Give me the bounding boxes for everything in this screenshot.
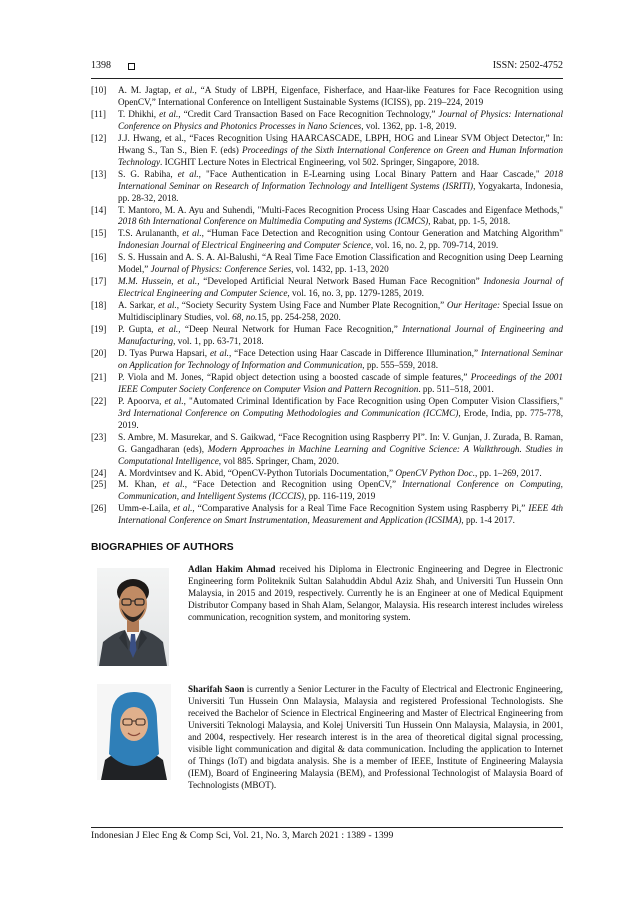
reference-text: T. Mantoro, M. A. Ayu and Suhendi, "Multi-Faces Recognition Process Using Haar Cascades and Eigenface Methods," bbox=[118, 204, 563, 215]
reference-number: [24] bbox=[91, 467, 107, 478]
reference-item bbox=[91, 468, 563, 480]
reference-text: et al. bbox=[182, 228, 202, 239]
reference-number: [10] bbox=[91, 85, 107, 95]
reference-text: S. Ambre, M. Masurekar, and S. Gaikwad, “Face Recognition using Raspberry PI”. In: V. Gunjan, J. Zurada, B. Raman, G. Gangadharan (eds), bbox=[118, 431, 563, 454]
author-photo-sharifah bbox=[97, 684, 171, 780]
page-footer: Indonesian J Elec Eng & Comp Sci, Vol. 21, No. 3, March 2021 : 1389 - 1399 bbox=[91, 830, 394, 841]
reference-text: 3rd International Conference on Computing Methodologies and Communication (ICCMC) bbox=[118, 407, 459, 418]
author-name: Sharifah Saon bbox=[188, 684, 245, 694]
reference-text: “Developed Artificial Neural Network Based Human Face Recognition” bbox=[203, 276, 484, 287]
author-bio-adlan bbox=[188, 564, 563, 624]
reference-text: , “Comparative Analysis for a Real Time Face Recognition System using Raspberry Pi,” bbox=[192, 503, 529, 514]
reference-text: "Face Authentication in E-Learning using Local Binary Pattern and Haar Cascade," bbox=[200, 168, 545, 179]
reference-text: , “Human Face Detection and Recognition using Contour Generation and Matching Algorithm" bbox=[201, 228, 563, 239]
reference-text: et al., bbox=[159, 108, 181, 119]
reference-text: et al., bbox=[174, 85, 197, 95]
reference-text: A. M. Jagtap, bbox=[118, 85, 175, 95]
reference-item bbox=[91, 85, 563, 109]
reference-text: Journal of Physics: International Conference on Physics and Photonics Processes in Nano Sciences bbox=[118, 108, 563, 131]
reference-text: . ICGHIT Lecture Notes in Electrical Engineering, vol 502. Springer, Singapore, 2018. bbox=[160, 156, 480, 167]
reference-text: OpenCV Python Doc. bbox=[395, 467, 476, 478]
reference-number: [21] bbox=[91, 371, 107, 382]
reference-text: Our Heritage: bbox=[446, 300, 501, 311]
author-photo-adlan bbox=[97, 568, 169, 666]
reference-number: [14] bbox=[91, 204, 107, 215]
reference-text: Indonesian Journal of Electrical Engineering and Computer Science bbox=[118, 240, 371, 251]
reference-text: S. S. Hussain and A. S. A. Al-Balushi, “A Real Time Face Emotion Classification and Recognition using Deep Learning Model,” bbox=[118, 252, 563, 275]
reference-text: , vol. 16, no. 3, pp. 1279-1285, 2019. bbox=[287, 288, 424, 299]
reference-text: , vol. 1432, pp. 1-13, 2020 bbox=[291, 264, 389, 275]
reference-text: A. Sarkar, bbox=[118, 300, 159, 311]
reference-number: [25] bbox=[91, 479, 107, 490]
reference-item bbox=[91, 228, 563, 252]
reference-text: IEEE 4th International Conference on Smart Instrumentation, Measurement and Application (ICSIMA) bbox=[118, 503, 563, 526]
reference-text: Proceedings of the Sixth International Conference on Green and Human Information Technology bbox=[118, 144, 563, 167]
reference-text: , pp. 555–559, 2018. bbox=[362, 359, 439, 370]
author-bio-text: is currently a Senior Lecturer in the Faculty of Electrical and Electronic Engineering, Universiti Tun Hussein Onn Malaysia, Malaysia and registered Professional Technologists. She received the Bachelor of Science in Electrical Engineering and Master of Electrical Engineering from Universiti Teknologi Malaysia, and Kolej Universiti Tun Hussein Onn Malaysia, Malaysia, in 2001, and 2004, respectively. Her research interest is in the area of theoretical digital signal processing, visible light communication and digital & data communication. Including the application to Internet of Things (IoT) and bigdata analysis. She is a member of IEEE, Institute of Engineering Malaysia (IEM), Board of Engineering Malaysia (BEM), and Professional Technologist of Malaysia Board of Technologists (MBOT). bbox=[188, 684, 563, 790]
reference-number: [15] bbox=[91, 228, 107, 239]
reference-text: et al. bbox=[162, 479, 185, 490]
reference-text: T. Dhikhi, bbox=[118, 108, 160, 119]
reference-number: [16] bbox=[91, 252, 107, 263]
reference-text: S. G. Rabiha, bbox=[118, 168, 178, 179]
reference-number: [18] bbox=[91, 300, 107, 311]
issn-label: ISSN: 2502-4752 bbox=[492, 60, 563, 71]
reference-text: , vol 885. Springer, Cham, 2020. bbox=[218, 455, 339, 466]
checkbox-square-icon bbox=[128, 63, 135, 70]
reference-text: . pp. 511–518, 2001. bbox=[418, 383, 494, 394]
reference-number: [13] bbox=[91, 168, 107, 179]
author-bio-sharifah bbox=[188, 684, 563, 792]
reference-text: A. Mordvintsev and K. Abid, “OpenCV-Python Tutorials Documentation,” bbox=[118, 467, 396, 478]
reference-text: et al., bbox=[177, 168, 201, 179]
author-bio-text: received his Diploma in Electronic Engineering and Degree in Electronic Engineering form Politeknik Sultan Salahuddin Abdul Aziz Shah, and Universiti Tun Hussein Onn Malaysia, in 2015 and 2019, respectively. Currently he is an Engineer at one of Medical Equipment Distributor Company based in Shah Alam, Selangor, Malaysia. His research interest includes wireless communication, recognition system, and monitoring system. bbox=[188, 564, 563, 622]
reference-text: , vol. 1362, pp. 1-8, 2019. bbox=[361, 120, 457, 131]
reference-item bbox=[91, 324, 563, 348]
reference-text: J.J. Hwang, et al., “Faces Recognition Using HAARCASCADE, LBPH, HOG and Linear SVM Object Detector,” In: Hwang S., Tan S., Bien F. (eds) bbox=[118, 132, 563, 155]
reference-text: , vol. 16, no. 2, pp. 709-714, 2019. bbox=[370, 240, 499, 251]
reference-item bbox=[91, 109, 563, 133]
reference-item bbox=[91, 276, 563, 300]
reference-text: et al., bbox=[157, 324, 181, 335]
reference-text: , pp. 1–269, 2017. bbox=[475, 467, 542, 478]
reference-text: , pp. 1-4 2017. bbox=[461, 515, 515, 526]
page-header bbox=[91, 60, 563, 76]
reference-text: 2018 6th International Conference on Multimedia Computing and Systems (ICMCS) bbox=[118, 216, 429, 227]
reference-number: [19] bbox=[91, 324, 107, 335]
reference-text: Special Issue on Multidisciplinary Studies, vol. bbox=[118, 300, 563, 323]
reference-item bbox=[91, 432, 563, 468]
footer-divider bbox=[91, 827, 563, 828]
reference-text: et al. bbox=[209, 347, 229, 358]
reference-text: , "Automated Criminal Identification by Face Recognition using Open Computer Vision Classifiers," bbox=[183, 395, 564, 406]
reference-text: et al. bbox=[173, 503, 193, 514]
reference-text: et al. bbox=[158, 300, 177, 311]
reference-text: Modern Approaches in Machine Learning and Cognitive Science: A Walkthrough. Studies in Computational Intelligence bbox=[118, 443, 563, 466]
reference-item bbox=[91, 300, 563, 324]
reference-item bbox=[91, 348, 563, 372]
reference-text: Proceedings of the 2001 IEEE Computer Society Conference on Computer Vision and Pattern Recognition bbox=[118, 371, 563, 394]
reference-text: “A Study of LBPH, Eigenface, Fisherface, and Haar-like Features for Face Recognition using OpenCV,” International Conference on Intelligent Sustainable Systems (ICISS), pp. 219–224, 2019 bbox=[118, 85, 563, 107]
reference-text: International Conference on Computing, Communication, and Intelligent Systems (ICCCIS) bbox=[118, 479, 563, 502]
reference-item bbox=[91, 133, 563, 169]
reference-text: , Yogyakarta, Indonesia, pp. 28-32, 2018. bbox=[118, 180, 563, 203]
reference-text: et al. bbox=[164, 395, 184, 406]
reference-number: [11] bbox=[91, 108, 106, 119]
reference-text: T.S. Arulananth, bbox=[118, 228, 183, 239]
reference-text: , Rabat, pp. 1-5, 2018. bbox=[428, 216, 511, 227]
reference-text: Indonesia Journal of Electrical Engineering and Computer Science bbox=[118, 276, 564, 299]
reference-item bbox=[91, 396, 563, 432]
reference-text: D. Tyas Purwa Hapsari, bbox=[118, 347, 210, 358]
reference-text: , “Face Detection using Haar Cascade in Difference Illumination,” bbox=[228, 347, 481, 358]
reference-text: 2018 International Seminar on Research of Information Technology and Intelligent Systems (ISRITI) bbox=[118, 168, 563, 191]
reference-number: [23] bbox=[91, 431, 107, 442]
reference-item bbox=[91, 503, 563, 527]
reference-list bbox=[91, 85, 563, 527]
reference-text: P. Apoorva, bbox=[118, 395, 165, 406]
reference-text: International Seminar on Application for Technology of Information and Communication bbox=[118, 347, 564, 370]
reference-text: 15, pp. 254-258, 2020. bbox=[257, 312, 341, 323]
reference-number: [26] bbox=[91, 503, 107, 514]
reference-number: [12] bbox=[91, 132, 107, 143]
reference-text: M.M. Hussein, et al., bbox=[118, 276, 204, 287]
reference-text: P. Viola and M. Jones, “Rapid object detection using a boosted cascade of simple features,” bbox=[118, 371, 471, 382]
author-name: Adlan Hakim Ahmad bbox=[188, 564, 276, 574]
reference-text: M. Khan, bbox=[118, 479, 163, 490]
reference-item bbox=[91, 372, 563, 396]
reference-text: , vol. 1, pp. 63-71, 2018. bbox=[173, 336, 264, 347]
reference-number: [22] bbox=[91, 395, 107, 406]
reference-text: Umm-e-Laila, bbox=[118, 503, 174, 514]
reference-text: “Credit Card Transaction Based on Face Recognition Technology,” bbox=[180, 108, 439, 119]
reference-text: “Deep Neural Network for Human Face Recognition,” bbox=[180, 324, 403, 335]
reference-text: , Erode, India, pp. 775-778, 2019. bbox=[118, 407, 563, 430]
reference-number: [17] bbox=[91, 276, 107, 287]
reference-text: Journal of Physics: Conference Series bbox=[150, 264, 292, 275]
reference-text: International Journal of Engineering and Manufacturing bbox=[118, 324, 563, 347]
reference-item bbox=[91, 479, 563, 503]
reference-text: , “Face Detection and Recognition using OpenCV,” bbox=[184, 479, 403, 490]
reference-text: , pp. 116-119, 2019 bbox=[304, 491, 376, 502]
reference-text: P. Gupta, bbox=[118, 324, 158, 335]
page-number: 1398 bbox=[91, 60, 111, 71]
reference-item bbox=[91, 252, 563, 276]
reference-number: [20] bbox=[91, 347, 107, 358]
biographies-heading: BIOGRAPHIES OF AUTHORS bbox=[91, 542, 234, 553]
reference-item bbox=[91, 205, 563, 229]
reference-item bbox=[91, 169, 563, 205]
reference-text: , “Society Security System Using Face and Number Plate Recognition,” bbox=[176, 300, 447, 311]
reference-text: 68, no. bbox=[232, 312, 258, 323]
header-divider bbox=[91, 78, 563, 79]
